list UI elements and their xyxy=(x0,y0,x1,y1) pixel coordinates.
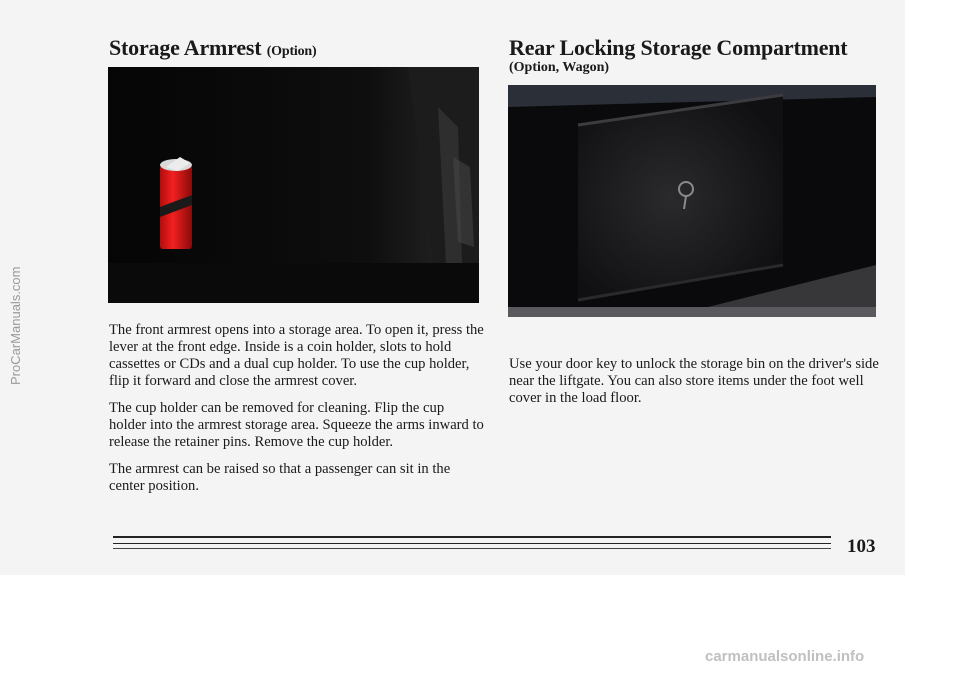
armrest-paragraph-3: The armrest can be raised so that a passenger can sit in the center position. xyxy=(109,461,451,494)
heading-title: Storage Armrest xyxy=(109,35,262,60)
armrest-paragraph-1: The front armrest opens into a storage area. To open it, press the lever at the front edge. Inside is a coin holder, slots to hold cassettes or CDs and a dual cup holder. To use the cup holder, flip it forward and close the armrest cover. xyxy=(109,322,484,389)
right-column xyxy=(509,36,879,76)
heading-option: (Option) xyxy=(266,44,317,59)
rear-storage-subtitle: (Option, Wagon) xyxy=(509,60,610,75)
rear-storage-heading: Rear Locking Storage Compartment xyxy=(509,35,848,60)
storage-armrest-heading xyxy=(109,36,484,64)
side-watermark xyxy=(8,215,22,385)
footer-rule xyxy=(113,543,831,544)
footer-rule xyxy=(113,536,831,538)
armrest-text xyxy=(109,322,484,505)
rear-storage-paragraph-1: Use your door key to unlock the storage bin on the driver's side near the liftgate. You can also store items under the foot well cover in the load floor. xyxy=(509,356,879,406)
rear-storage-photo-illustration xyxy=(508,85,876,317)
armrest-paragraph-2: The cup holder can be removed for cleaning. Flip the cup holder into the armrest storage area. Squeeze the arms inward to release the retainer pins. Remove the cup holder. xyxy=(109,400,484,450)
page-number: 103 xyxy=(847,536,876,557)
armrest-photo-illustration xyxy=(108,67,479,303)
rear-storage-photo xyxy=(508,85,876,317)
armrest-photo xyxy=(108,67,479,303)
rear-storage-text xyxy=(509,356,879,417)
side-watermark-text: ProCarManuals.com xyxy=(8,266,23,385)
left-column xyxy=(109,36,484,64)
footer-rule xyxy=(113,548,831,549)
bottom-watermark: carmanualsonline.info xyxy=(705,648,865,665)
